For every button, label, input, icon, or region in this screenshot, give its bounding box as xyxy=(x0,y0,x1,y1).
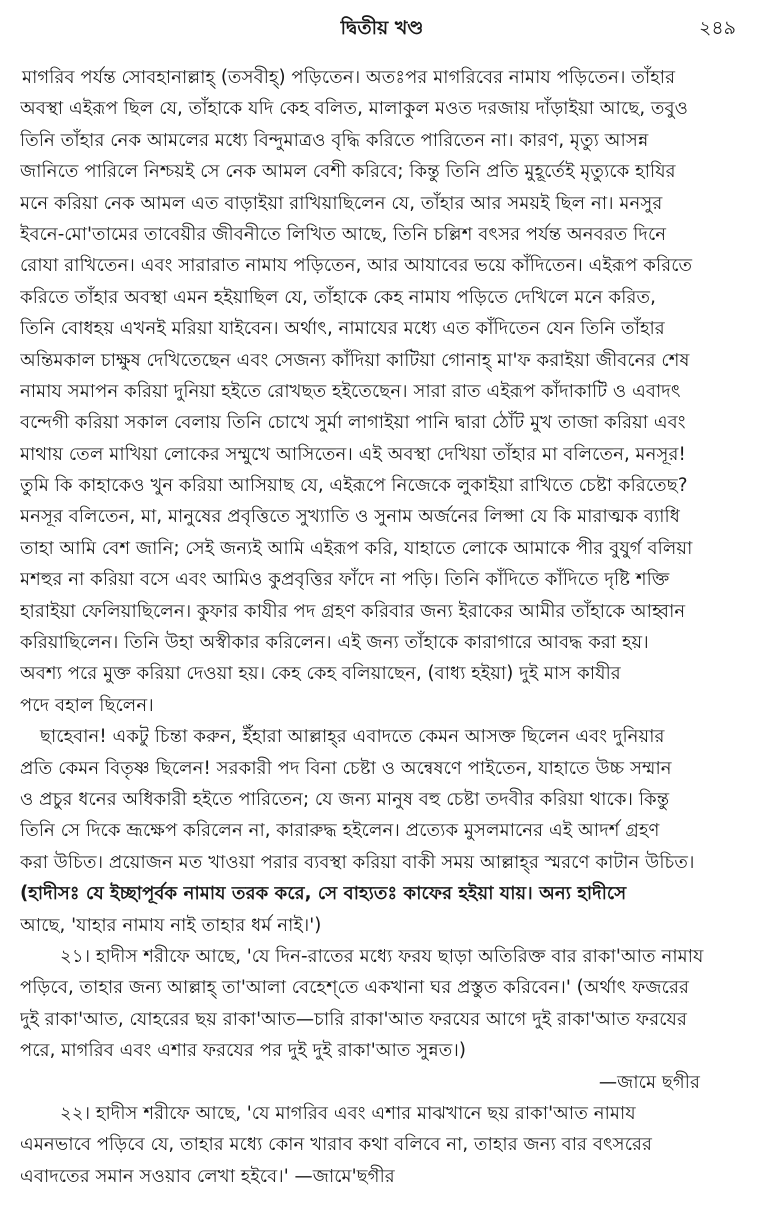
text-line: পদে বহাল ছিলেন। xyxy=(20,694,154,716)
text-line: এমনভাবে পড়িবে যে, তাহার মধ্যে কোন খারাব কথা বলিবে না, তাহার জন্য বার বৎসরের xyxy=(20,1134,653,1156)
text-line: এবাদতের সমান সওয়াব লেখা হইবে।' —জামে'ছগীর xyxy=(20,1165,395,1187)
text-line: মনে করিয়া নেক আমল এত বাড়াইয়া রাখিয়াছিলেন যে, তাঁহার আর সময়ই ছিল না। মনসুর xyxy=(20,192,663,214)
text-line: ২১। হাদীস শরীফে আছে, 'যে দিন-রাতের মধ্যে ফরয ছাড়া অতিরিক্ত বার রাকা'আত নামায xyxy=(60,945,704,967)
text-line: পড়িবে, তাহার জন্য আল্লাহ্ তা'আলা বেহেশ্‌তে একখানা ঘর প্রস্তুত করিবেন।' (অর্থাৎ ফজরের xyxy=(20,977,689,999)
text-line: তিনি সে দিকে ভ্রূক্ষেপ করিলেন না, কারারুদ্ধ হইলেন। প্রত্যেক মুসলমানের এই আদর্শ গ্রহণ xyxy=(20,820,660,842)
page-header xyxy=(0,14,764,42)
text-line: দুই রাকা'আত, যোহরের ছয় রাকা'আত—চারি রাকা'আত ফরযের আগে দুই রাকা'আত ফরযের xyxy=(20,1008,688,1030)
text-line: মাগরিব পর্যন্ত সোবহানাল্লাহ্ (তসবীহ্) পড়িতেন। অতঃপর মাগরিবের নামায পড়িতেন। তাঁহার xyxy=(22,67,676,88)
text-line: মাথায় তেল মাখিয়া লোকের সম্মুখে আসিতেন। এই অবস্থা দেখিয়া তাঁহার মা বলিতেন, মনসূর! xyxy=(20,443,686,465)
text-line: জানিতে পারিলে নিশ্চয়ই সে নেক আমল বেশী করিবে; কিন্তু তিনি প্রতি মুহূর্তেই মৃত্যুকে হাযির xyxy=(20,161,676,183)
text-line: আছে, 'যাহার নামায নাই তাহার ধর্ম নাই।') xyxy=(20,914,322,936)
text-line: বন্দেগী করিয়া সকাল বেলায় তিনি চোখে সুর্মা লাগাইয়া পানি দ্বারা ঠোঁট মুখ তাজা করিয়া এবং xyxy=(20,412,686,434)
text-line: ছাহেবান! একটু চিন্তা করুন, ইঁহারা আল্লাহ্‌র এবাদতে কেমন আসক্ত ছিলেন এবং দুনিয়ার xyxy=(40,726,665,748)
text-line: অবশ্য পরে মুক্ত করিয়া দেওয়া হয়। কেহ কেহ বলিয়াছেন, (বাধ্য হইয়া) দুই মাস কাযীর xyxy=(20,663,621,685)
text-line: ও প্রচুর ধনের অধিকারী হইতে পারিতেন; যে জন্য মানুষ বহু চেষ্টা তদবীর করিয়া থাকে। কিন্তু xyxy=(20,788,670,810)
text-line: মনসূর বলিতেন, মা, মানুষের প্রবৃত্তিতে সুখ্যাতি ও সুনাম অর্জনের লিপ্সা যে কি মারাত্মক ব্যাধি xyxy=(20,506,680,528)
text-line: করিতে তাঁহার অবস্থা এমন হইয়াছিল যে, তাঁহাকে কেহ নামায পড়িতে দেখিলে মনে করিত, xyxy=(20,286,656,308)
page-number: ২৪৯ xyxy=(698,17,736,39)
text-line: অন্তিমকাল চাক্ষুষ দেখিতেছেন এবং সেজন্য কাঁদিয়া কাটিয়া গোনাহ্ মা'ফ করাইয়া জীবনের শেষ xyxy=(20,349,690,371)
text-line: পরে, মাগরিব এবং এশার ফরযের পর দুই দুই রাকা'আত সুন্নত।) xyxy=(20,1040,467,1062)
text-line: (হাদীসঃ যে ইচ্ছাপূর্বক নামায তরক করে, সে বাহ্যতঃ কাফের হইয়া যায়। অন্য হাদীসে xyxy=(20,883,627,905)
citation-line: —জামে ছগীর xyxy=(598,1071,700,1093)
text-line: নামায সমাপন করিয়া দুনিয়া হইতে রোখছত হইতেছেন। সারা রাত এইরূপ কাঁদাকাটি ও এবাদৎ xyxy=(20,380,681,402)
text-line: অবস্থা এইরূপ ছিল যে, তাঁহাকে যদি কেহ বলিত, মালাকুল মওত দরজায় দাঁড়াইয়া আছে, তবুও xyxy=(20,98,689,120)
text-line: ইবনে-মো'তামের তাবেয়ীর জীবনীতে লিখিত আছে, তিনি চল্লিশ বৎসর পর্যন্ত অনবরত দিনে xyxy=(20,223,667,245)
text-line: তিনি বোধহয় এখনই মরিয়া যাইবেন। অর্থাৎ, নামাযের মধ্যে এত কাঁদিতেন যেন তিনি তাঁহার xyxy=(20,318,665,340)
text-line: হারাইয়া ফেলিয়াছিলেন। কুফার কাযীর পদ গ্রহণ করিবার জন্য ইরাকের আমীর তাঁহাকে আহ্বান xyxy=(20,600,686,622)
volume-title: দ্বিতীয় খণ্ড xyxy=(340,17,424,39)
text-line: করা উচিত। প্রয়োজন মত খাওয়া পরার ব্যবস্থা করিয়া বাকী সময় আল্লাহ্‌র স্মরণে কাটান উচিত। xyxy=(20,851,695,873)
text-line: ২২। হাদীস শরীফে আছে, 'যে মাগরিব এবং এশার মাঝখানে ছয় রাকা'আত নামায xyxy=(60,1102,636,1124)
text-line: তাহা আমি বেশ জানি; সেই জন্যই আমি এইরূপ করি, যাহাতে লোকে আমাকে পীর বুযুর্গ বলিয়া xyxy=(20,537,693,559)
text-line: তিনি তাঁহার নেক আমলের মধ্যে বিন্দুমাত্রও বৃদ্ধি করিতে পারিতেন না। কারণ, মৃত্যু আসন্ন xyxy=(20,129,649,151)
text-line: তুমি কি কাহাকেও খুন করিয়া আসিয়াছ যে, এইরূপে নিজেকে লুকাইয়া রাখিতে চেষ্টা করিতেছ? xyxy=(20,475,688,497)
text-line: রোযা রাখিতেন। এবং সারারাত নামায পড়িতেন, আর আযাবের ভয়ে কাঁদিতেন। এইরূপ করিতে xyxy=(20,255,693,277)
text-line: মশহুর না করিয়া বসে এবং আমিও কুপ্রবৃত্তির ফাঁদে না পড়ি। তিনি কাঁদিতে কাঁদিতে দৃষ্টি শক্তি xyxy=(20,569,670,591)
text-line: করিয়াছিলেন। তিনি উহা অস্বীকার করিলেন। এই জন্য তাঁহাকে কারাগারে আবদ্ধ করা হয়। xyxy=(20,632,649,654)
page-body xyxy=(20,62,740,1192)
text-line: প্রতি কেমন বিতৃষ্ণ ছিলেন! সরকারী পদ বিনা চেষ্টা ও অন্বেষণে পাইতেন, যাহাতে উচ্চ সম্মান xyxy=(20,757,672,779)
